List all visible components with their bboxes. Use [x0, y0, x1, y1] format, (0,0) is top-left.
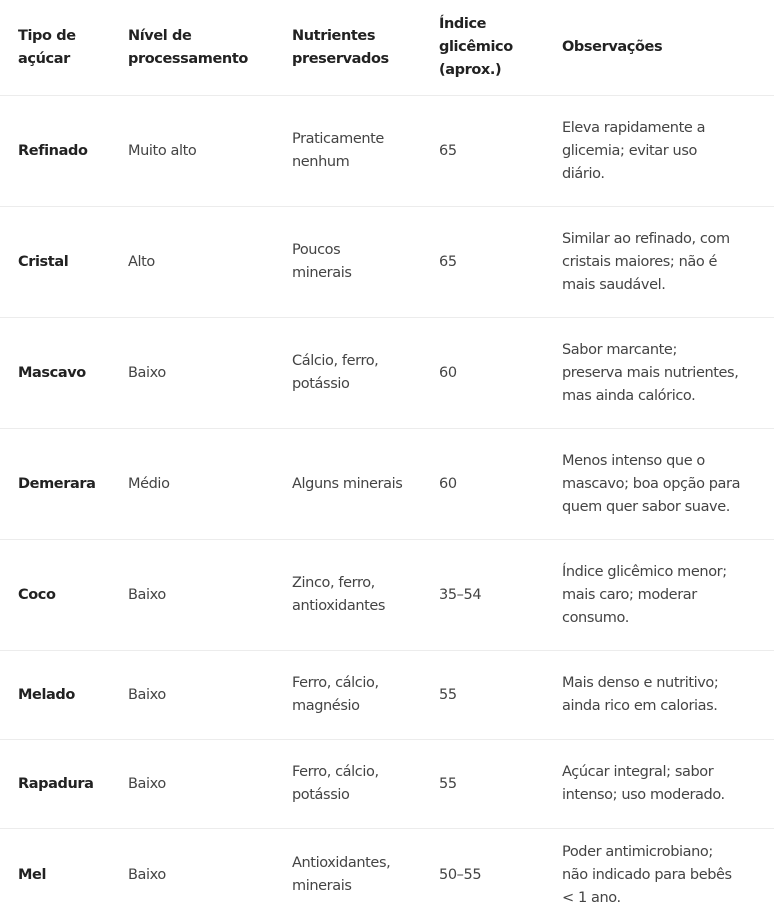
text-line: Eleva rapidamente a — [562, 117, 774, 140]
header-observacoes — [544, 0, 774, 96]
cell-nutrientes — [274, 318, 421, 429]
text-line: Nutrientes — [292, 25, 421, 48]
text-line: cristais maiores; não é — [562, 251, 774, 274]
text-line: mais saudável. — [562, 274, 774, 297]
text-line: quem quer sabor suave. — [562, 496, 774, 519]
text-line: mascavo; boa opção para — [562, 473, 774, 496]
text-line: minerais — [292, 262, 421, 285]
text-line: Cálcio, ferro, — [292, 350, 421, 373]
header-nutrientes — [274, 0, 421, 96]
table-row — [0, 429, 774, 540]
cell-tipo: Rapadura — [0, 740, 110, 829]
text-line: Ferro, cálcio, — [292, 761, 421, 784]
text-line: Índice — [439, 13, 544, 36]
text-line: Antioxidantes, — [292, 852, 421, 875]
header-indice — [421, 0, 544, 96]
text-line: minerais — [292, 875, 421, 898]
header-tipo — [0, 0, 110, 96]
table-row — [0, 318, 774, 429]
text-line: Sabor marcante; — [562, 339, 774, 362]
text-line: Ferro, cálcio, — [292, 672, 421, 695]
cell-indice: 60 — [421, 429, 544, 540]
cell-indice: 50–55 — [421, 829, 544, 921]
cell-nutrientes — [274, 740, 421, 829]
table-header — [0, 0, 774, 96]
header-nivel — [110, 0, 274, 96]
cell-nivel: Alto — [110, 207, 274, 318]
cell-indice: 55 — [421, 651, 544, 740]
text-line: Poucos — [292, 239, 421, 262]
text-line: potássio — [292, 784, 421, 807]
cell-indice: 60 — [421, 318, 544, 429]
cell-tipo: Melado — [0, 651, 110, 740]
cell-observacoes — [544, 829, 774, 921]
cell-nutrientes — [274, 429, 421, 540]
cell-nutrientes — [274, 96, 421, 207]
cell-nivel: Baixo — [110, 740, 274, 829]
header-row — [0, 0, 774, 96]
table-row — [0, 96, 774, 207]
cell-tipo: Coco — [0, 540, 110, 651]
table-row — [0, 540, 774, 651]
text-line: Zinco, ferro, — [292, 572, 421, 595]
cell-nutrientes — [274, 540, 421, 651]
text-line: Alguns minerais — [292, 473, 421, 496]
cell-tipo: Cristal — [0, 207, 110, 318]
cell-tipo: Refinado — [0, 96, 110, 207]
table-row — [0, 740, 774, 829]
cell-nivel: Baixo — [110, 829, 274, 921]
text-line: glicemia; evitar uso — [562, 140, 774, 163]
cell-indice: 65 — [421, 207, 544, 318]
cell-tipo: Demerara — [0, 429, 110, 540]
table-body — [0, 96, 774, 921]
text-line: potássio — [292, 373, 421, 396]
text-line: (aprox.) — [439, 59, 544, 82]
text-line: Praticamente — [292, 128, 421, 151]
cell-tipo: Mel — [0, 829, 110, 921]
cell-observacoes — [544, 540, 774, 651]
text-line: Mais denso e nutritivo; — [562, 672, 774, 695]
text-line: Índice glicêmico menor; — [562, 561, 774, 584]
cell-nivel: Baixo — [110, 651, 274, 740]
cell-nivel: Médio — [110, 429, 274, 540]
cell-nutrientes — [274, 651, 421, 740]
table-row — [0, 207, 774, 318]
text-line: ainda rico em calorias. — [562, 695, 774, 718]
text-line: açúcar — [18, 48, 110, 71]
text-line: Açúcar integral; sabor — [562, 761, 774, 784]
cell-nivel: Baixo — [110, 318, 274, 429]
table-row — [0, 829, 774, 921]
cell-indice: 35–54 — [421, 540, 544, 651]
text-line: não indicado para bebês — [562, 864, 774, 887]
cell-indice: 55 — [421, 740, 544, 829]
text-line: preserva mais nutrientes, — [562, 362, 774, 385]
text-line: Poder antimicrobiano; — [562, 841, 774, 864]
text-line: magnésio — [292, 695, 421, 718]
cell-observacoes — [544, 207, 774, 318]
text-line: diário. — [562, 163, 774, 186]
text-line: Menos intenso que o — [562, 450, 774, 473]
text-line: intenso; uso moderado. — [562, 784, 774, 807]
text-line: preservados — [292, 48, 421, 71]
cell-nivel: Muito alto — [110, 96, 274, 207]
text-line: glicêmico — [439, 36, 544, 59]
text-line: nenhum — [292, 151, 421, 174]
text-line: mais caro; moderar — [562, 584, 774, 607]
cell-nivel: Baixo — [110, 540, 274, 651]
cell-tipo: Mascavo — [0, 318, 110, 429]
cell-nutrientes — [274, 829, 421, 921]
text-line: Tipo de — [18, 25, 110, 48]
cell-observacoes — [544, 740, 774, 829]
cell-observacoes — [544, 429, 774, 540]
text-line: Observações — [562, 36, 774, 59]
text-line: Similar ao refinado, com — [562, 228, 774, 251]
cell-observacoes — [544, 651, 774, 740]
text-line: consumo. — [562, 607, 774, 630]
cell-nutrientes — [274, 207, 421, 318]
text-line: processamento — [128, 48, 274, 71]
text-line: < 1 ano. — [562, 887, 774, 910]
text-line: Nível de — [128, 25, 274, 48]
cell-observacoes — [544, 96, 774, 207]
cell-indice: 65 — [421, 96, 544, 207]
text-line: antioxidantes — [292, 595, 421, 618]
text-line: mas ainda calórico. — [562, 385, 774, 408]
table-row — [0, 651, 774, 740]
cell-observacoes — [544, 318, 774, 429]
